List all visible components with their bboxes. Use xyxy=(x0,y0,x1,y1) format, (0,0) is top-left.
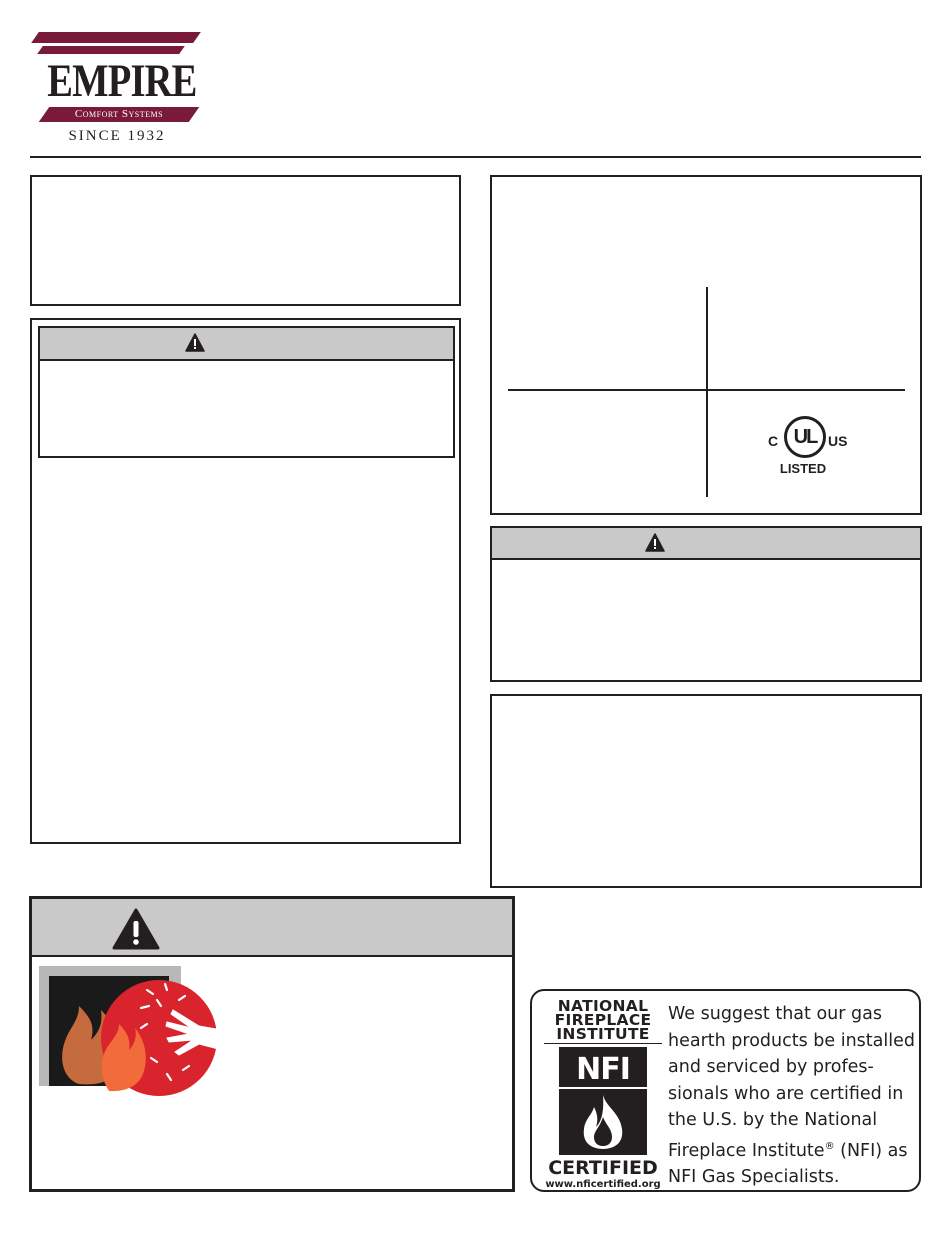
info-box-right xyxy=(490,694,922,888)
empire-logo xyxy=(32,30,202,148)
nfi-badge-divider xyxy=(559,1087,647,1089)
warning-triangle-icon xyxy=(185,333,205,352)
table-vertical-rule xyxy=(706,287,708,497)
logo-brand: EMPIRE xyxy=(47,55,197,107)
nfi-message-line: hearth products be installed xyxy=(668,1030,915,1051)
nfi-message-line: We suggest that our gas xyxy=(668,1004,882,1024)
logo-since: SINCE 1932 xyxy=(68,128,166,144)
nfi-message-line: sionals who are certified in xyxy=(668,1083,904,1104)
nfi-url: www.nficertified.org xyxy=(545,1179,661,1190)
warning-box-right xyxy=(490,526,922,682)
ul-mark-circle: UL xyxy=(784,416,826,458)
nfi-message xyxy=(668,1001,920,1190)
logo-stripe-second xyxy=(37,46,185,54)
nfi-badge-text: NFI xyxy=(576,1052,630,1087)
nfi-heading-line-3: INSTITUTE xyxy=(544,1027,662,1044)
ul-mark-us: US xyxy=(828,433,848,449)
hot-glass-burn-icon xyxy=(39,966,224,1098)
ul-mark-c: C xyxy=(768,433,779,449)
warning-bar-left xyxy=(40,328,453,361)
nfi-flame-icon xyxy=(576,1093,630,1151)
nfi-message-line: NFI Gas Specialists. xyxy=(668,1166,840,1187)
nfi-logo xyxy=(544,999,662,1190)
warning-triangle-icon xyxy=(645,533,665,552)
nfi-heading-line-1: NATIONAL xyxy=(557,997,649,1015)
warning-box-left xyxy=(38,326,455,458)
logo-stripe-top xyxy=(31,32,201,43)
nfi-certified-label: CERTIFIED xyxy=(548,1157,658,1179)
certification-box xyxy=(490,175,922,515)
instructions-box-left xyxy=(30,318,461,844)
warning-triangle-icon xyxy=(112,908,160,950)
hot-glass-warning-bar xyxy=(32,899,512,957)
nfi-message-line: the U.S. by the National xyxy=(668,1110,878,1130)
hot-glass-warning-box xyxy=(29,896,515,1192)
nfi-heading-line-2: FIREPLACE xyxy=(554,1011,652,1029)
ul-mark-listed: LISTED xyxy=(779,461,827,476)
nfi-message-line-tail: (NFI) as xyxy=(834,1140,908,1161)
ul-listed-mark xyxy=(764,411,854,483)
header-rule xyxy=(30,156,921,158)
nfi-message-line-6 xyxy=(668,1134,920,1164)
nfi-message-line: and serviced by profes- xyxy=(668,1057,874,1077)
info-box-top-left xyxy=(30,175,461,306)
table-horizontal-rule xyxy=(508,389,905,391)
logo-subtitle: Comfort Systems xyxy=(74,108,164,120)
nfi-callout xyxy=(530,989,921,1192)
warning-bar-right xyxy=(492,528,920,560)
registered-mark: ® xyxy=(824,1140,835,1152)
nfi-badge xyxy=(559,1047,647,1155)
nfi-message-line: Fireplace Institute xyxy=(668,1140,825,1161)
